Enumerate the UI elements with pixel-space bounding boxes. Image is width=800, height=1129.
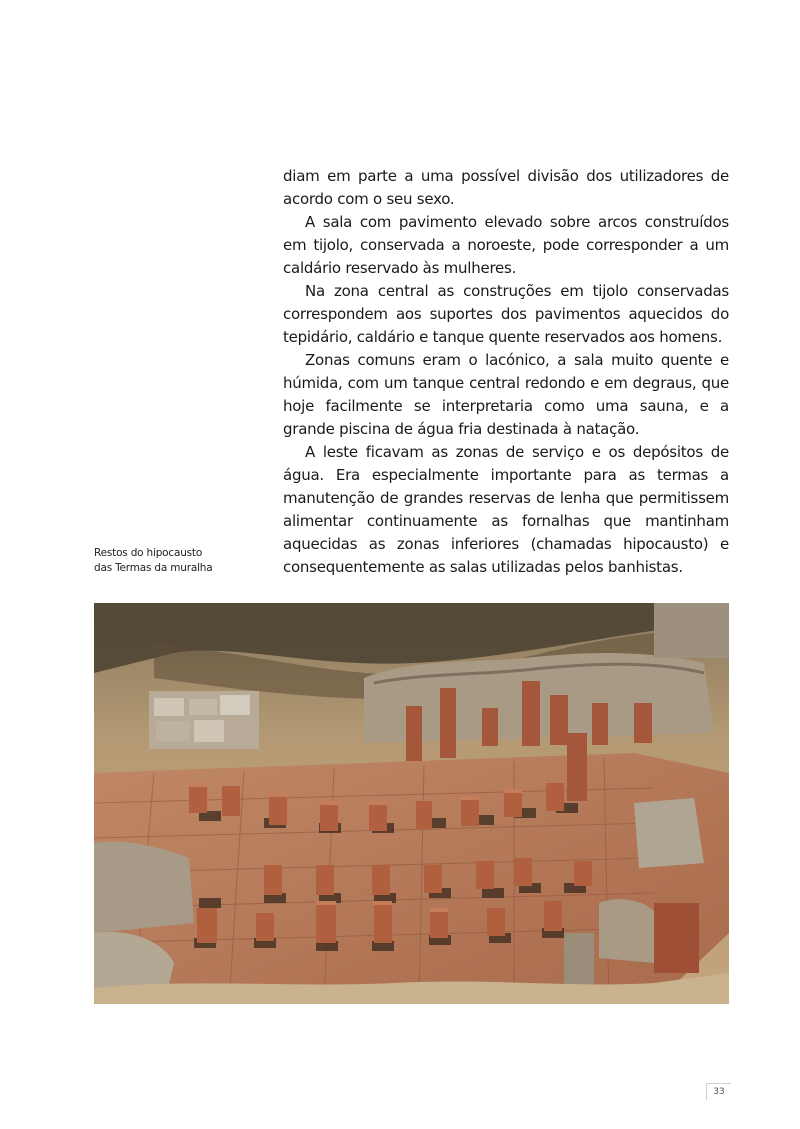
- paragraph-5: A leste ficavam as zonas de serviço e os depósitos de água. Era especialmente importante para as termas a manutenção de grandes reservas de lenha que permitissem alimentar continuamente as fornalhas que mantinham aquecidas as zonas inferiores (chamadas hipocausto) e consequentemente as salas utilizadas pelos banhistas.: [283, 443, 729, 576]
- caption-line-2: das Termas da muralha: [94, 562, 213, 574]
- photo-caption: [94, 546, 254, 576]
- paragraph-2: A sala com pavimento elevado sobre arcos construídos em tijolo, conservada a noroeste, pode corresponder a um caldário reservado às mulheres.: [283, 213, 729, 277]
- ruins-photo: [94, 603, 729, 1004]
- page-number: 33: [706, 1083, 731, 1100]
- paragraph-1: diam em parte a uma possível divisão dos utilizadores de acordo com o seu sexo.: [283, 167, 729, 208]
- body-text: [283, 165, 729, 579]
- ruins-photo-drawing: [94, 603, 729, 1004]
- caption-line-1: Restos do hipocausto: [94, 547, 203, 559]
- paragraph-3: Na zona central as construções em tijolo conservadas correspondem aos suportes dos pavimentos aquecidos do tepidário, caldário e tanque quente reservados aos homens.: [283, 282, 729, 346]
- paragraph-4: Zonas comuns eram o lacónico, a sala muito quente e húmida, com um tanque central redondo e em degraus, que hoje facilmente se interpretaria como uma sauna, e a grande piscina de água fria destinada à natação.: [283, 351, 729, 438]
